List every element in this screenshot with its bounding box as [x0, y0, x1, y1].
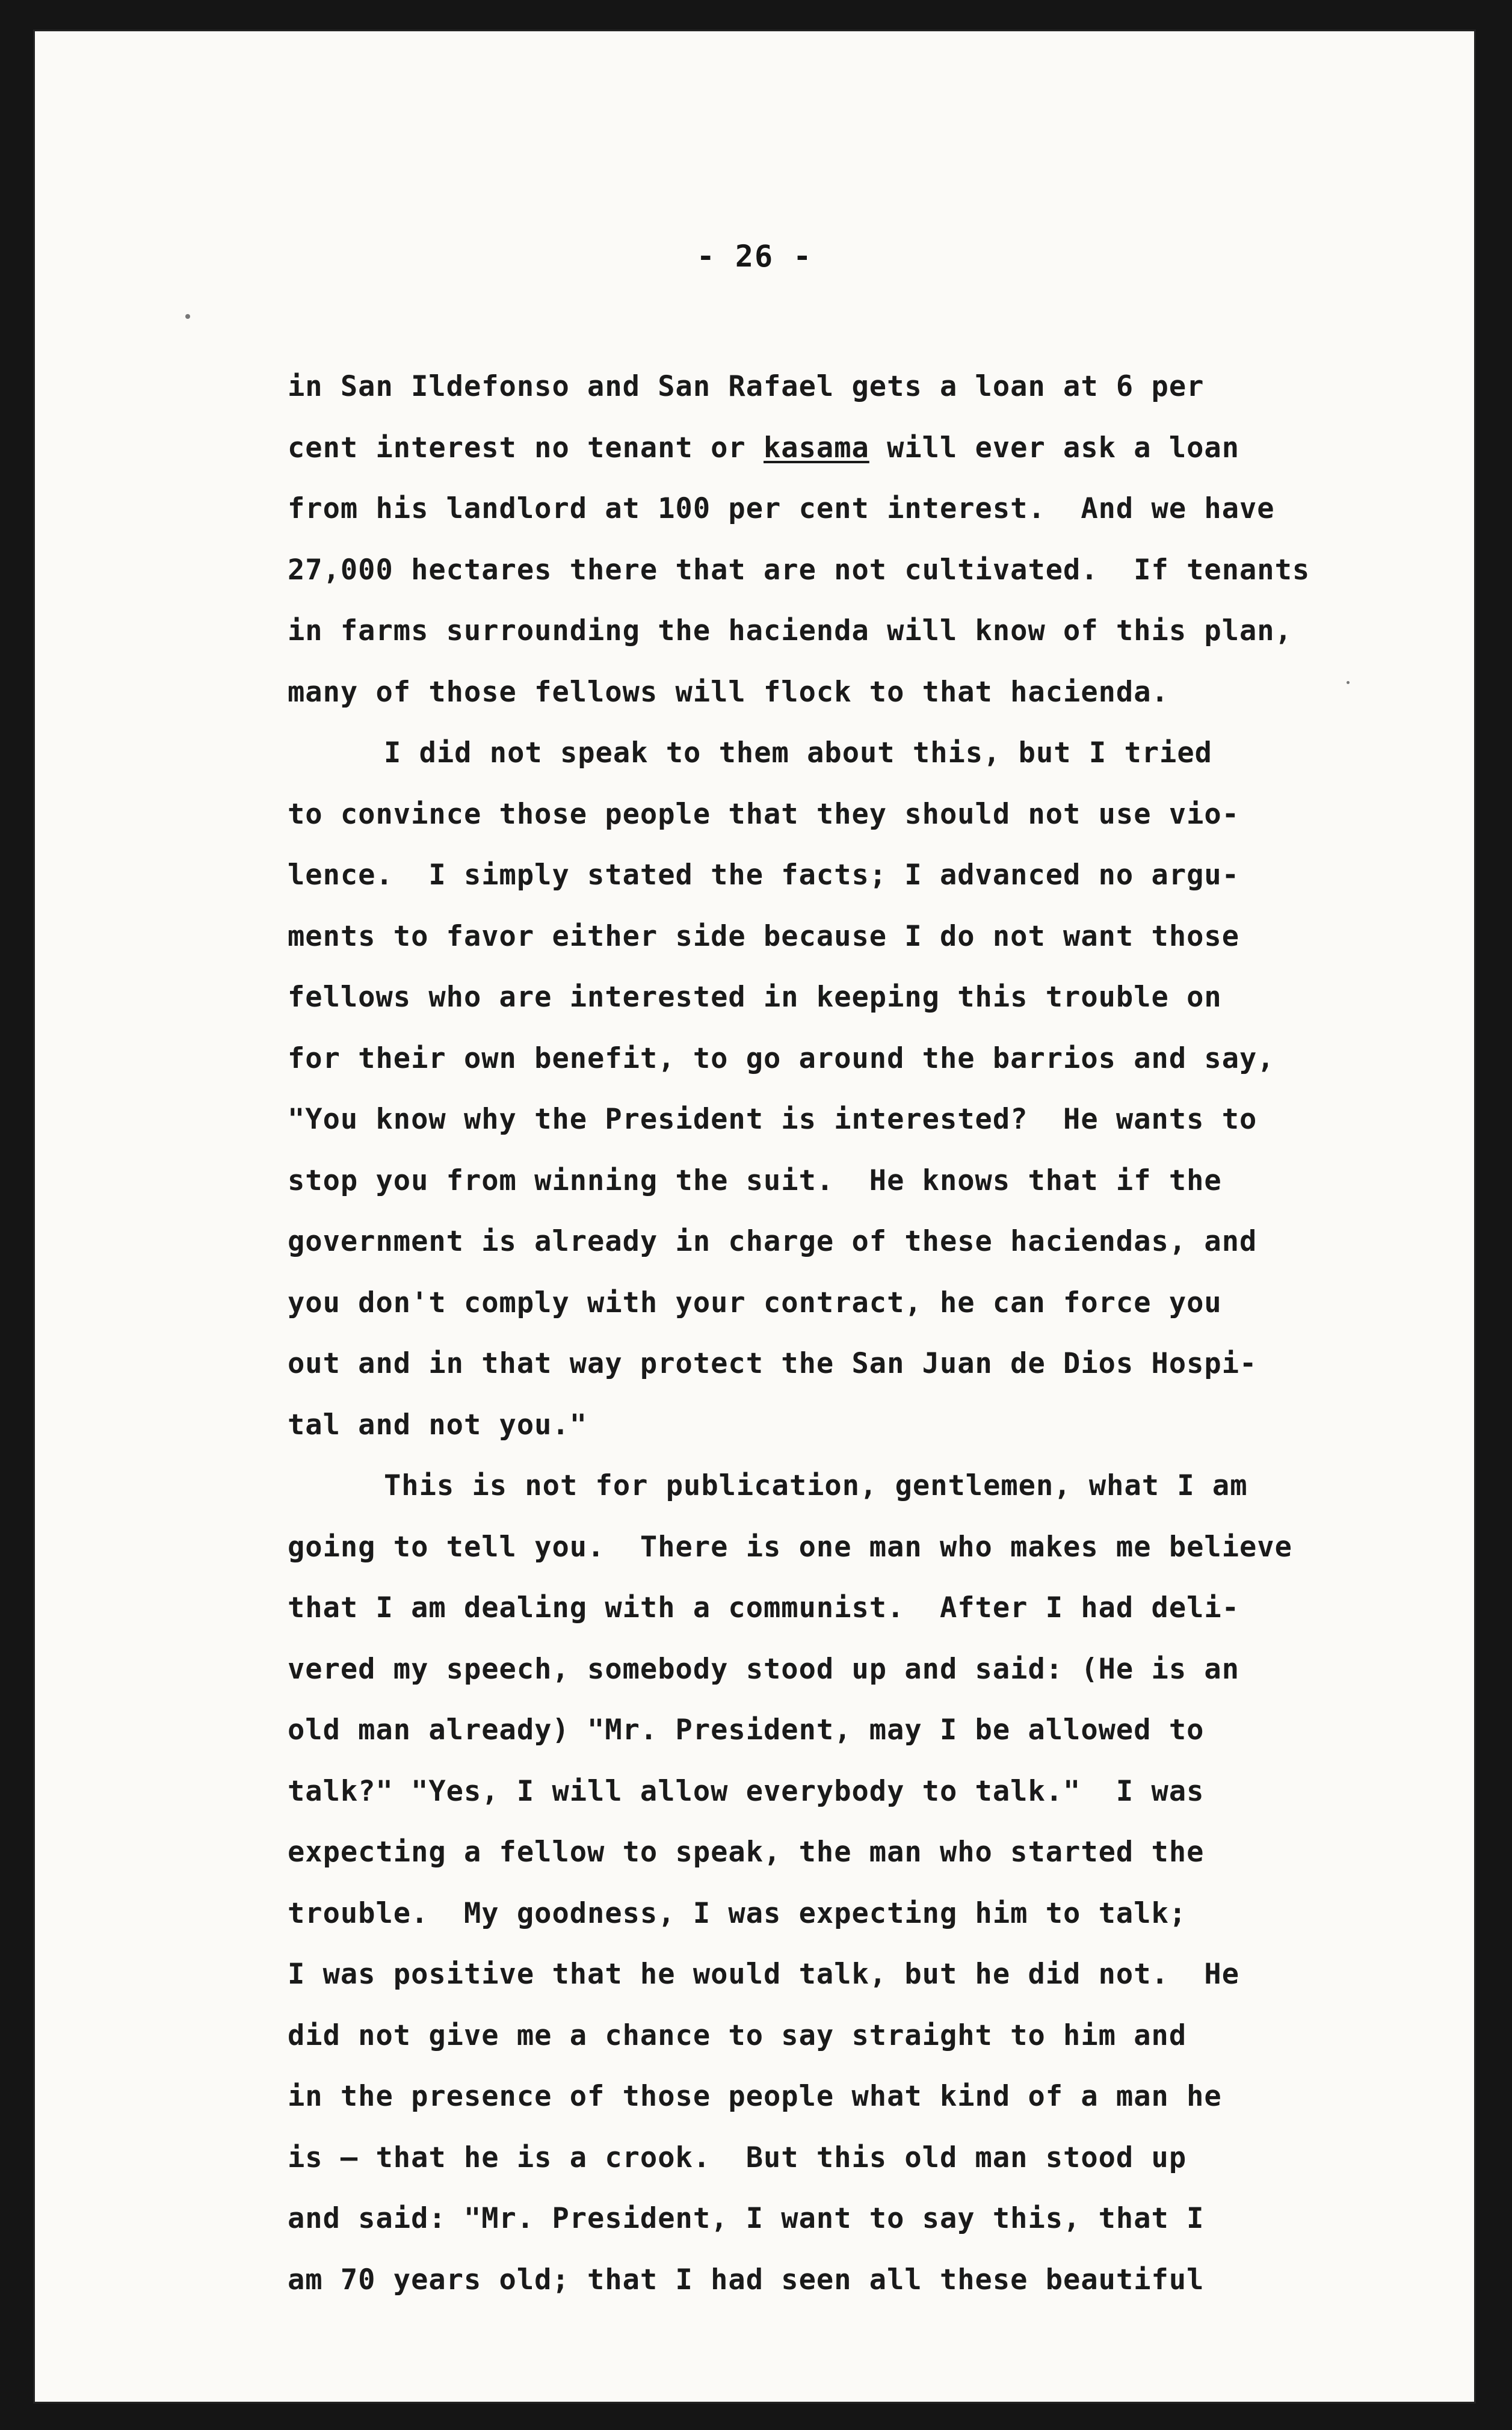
text-line: in San Ildefonso and San Rafael gets a loan at 6 per: [288, 370, 1205, 403]
paragraph-start-line: This is not for publication, gentlemen, what I am: [384, 1469, 1248, 1502]
text-line: you don't comply with your contract, he can force you: [288, 1286, 1222, 1319]
text-line: for their own benefit, to go around the barrios and say,: [288, 1041, 1275, 1075]
text-line: "You know why the President is interested? He wants to: [288, 1103, 1257, 1136]
text-line: stop you from winning the suit. He knows that if the: [288, 1164, 1222, 1197]
text-line: in the presence of those people what kind of a man he: [288, 2080, 1222, 2113]
text-line: talk?" "Yes, I will allow everybody to talk." I was: [288, 1774, 1205, 1808]
text-line: [288, 418, 1419, 479]
text-fragment: will ever ask a loan: [869, 431, 1240, 464]
document-page: [35, 31, 1474, 2402]
text-line: out and in that way protect the San Juan de Dios Hospi-: [288, 1347, 1257, 1380]
text-line: tal and not you.": [288, 1408, 588, 1442]
scan-speck: [185, 314, 190, 319]
text-line: fellows who are interested in keeping this trouble on: [288, 981, 1222, 1014]
text-line: in farms surrounding the hacienda will know of this plan,: [288, 614, 1292, 647]
text-line: many of those fellows will flock to that hacienda.: [288, 675, 1169, 709]
text-line: trouble. My goodness, I was expecting him to talk;: [288, 1896, 1187, 1930]
text-line: old man already) "Mr. President, may I be allowed to: [288, 1713, 1205, 1747]
text-line: ments to favor either side because I do not want those: [288, 919, 1240, 953]
text-line: expecting a fellow to speak, the man who started the: [288, 1836, 1205, 1869]
text-line: did not give me a chance to say straight to him and: [288, 2018, 1187, 2052]
paragraph-start-line: I did not speak to them about this, but I tried: [384, 736, 1212, 769]
page-number: - 26 -: [696, 239, 813, 274]
text-line: is — that he is a crook. But this old man stood up: [288, 2141, 1187, 2174]
text-line: government is already in charge of these haciendas, and: [288, 1225, 1257, 1258]
text-line: am 70 years old; that I had seen all these beautiful: [288, 2263, 1205, 2296]
text-line: lence. I simply stated the facts; I advanced no argu-: [288, 859, 1240, 892]
text-line: from his landlord at 100 per cent interest. And we have: [288, 492, 1275, 525]
body-text: [288, 356, 1419, 2310]
text-line: vered my speech, somebody stood up and said: (He is an: [288, 1652, 1240, 1686]
text-line: 27,000 hectares there that are not cultivated. If tenants: [288, 553, 1310, 587]
underlined-term: kasama: [764, 431, 869, 464]
text-line: that I am dealing with a communist. After I had deli-: [288, 1591, 1240, 1624]
text-fragment: cent interest no tenant or: [288, 431, 764, 464]
text-line: I was positive that he would talk, but he did not. He: [288, 1958, 1240, 1991]
text-line: and said: "Mr. President, I want to say this, that I: [288, 2202, 1205, 2235]
text-line: to convince those people that they should not use vio-: [288, 797, 1240, 831]
text-line: going to tell you. There is one man who makes me believe: [288, 1530, 1292, 1564]
